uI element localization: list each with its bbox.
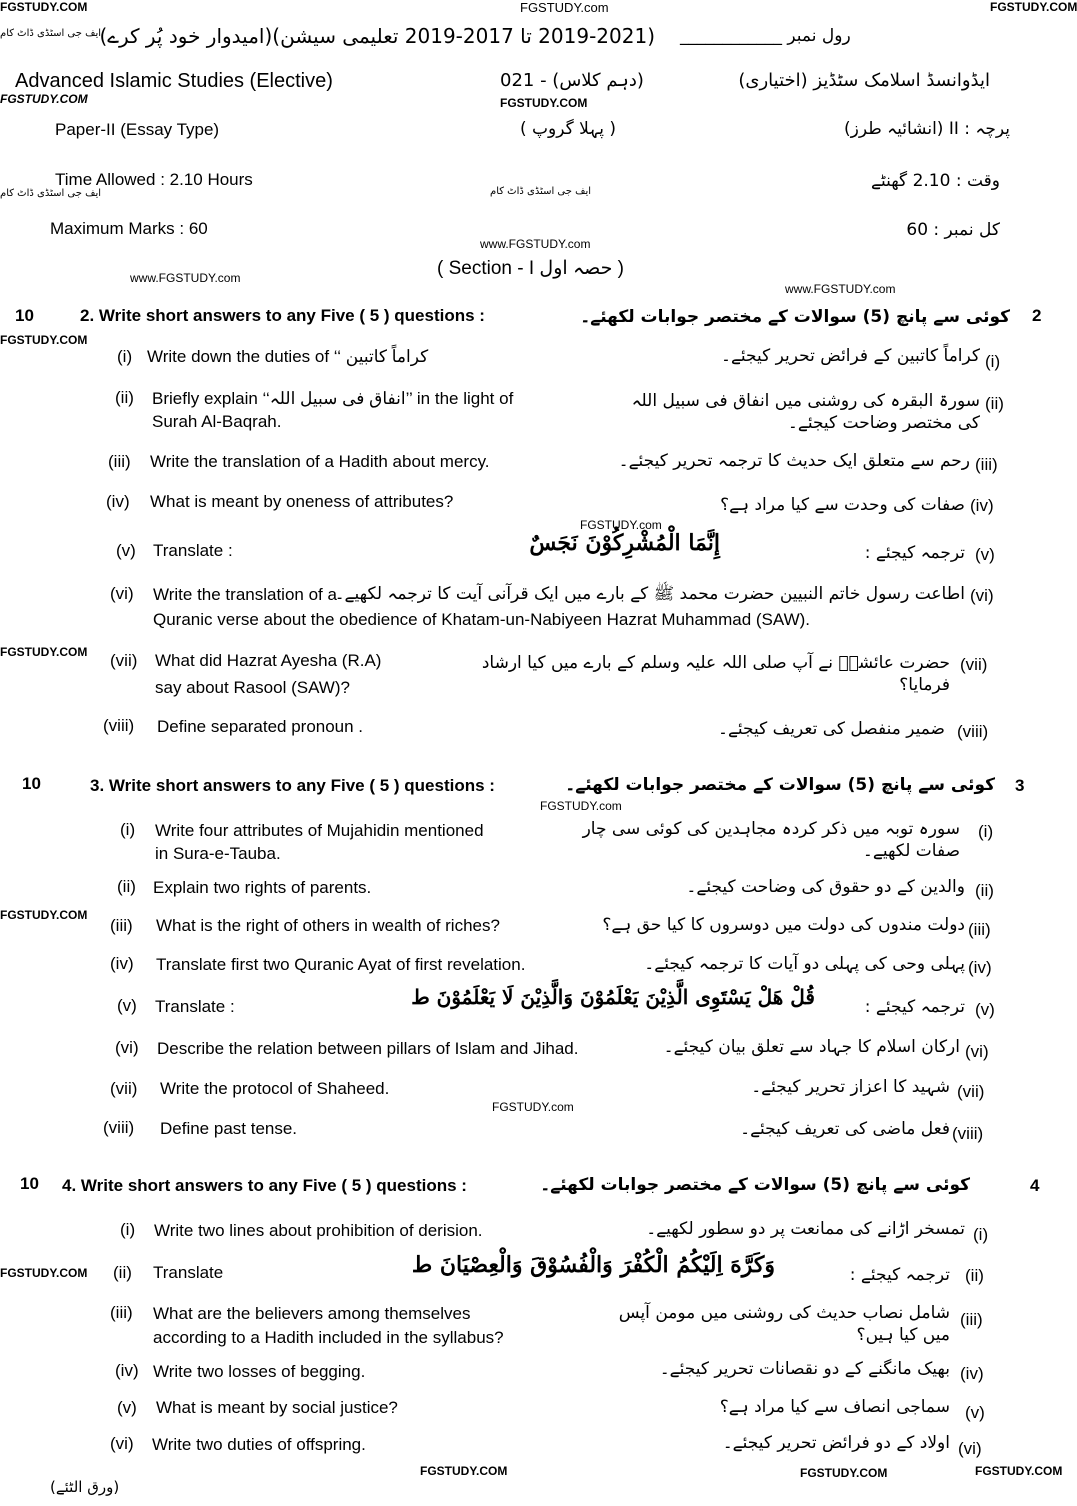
q3-item-number-urdu: (viii) [952,1124,984,1143]
watermark: FGSTUDY.COM [0,908,88,922]
section-title: ( Section - I حصہ اول ) [437,258,624,279]
watermark: FGSTUDY.com [492,1100,574,1114]
q2-item-english: Write the translation of a [153,585,337,604]
q4-title-english: 4. Write short answers to any Five ( 5 ) questions : [62,1176,467,1195]
q4-item-number-urdu: (ii) [965,1266,984,1285]
q3-item-english: Explain two rights of parents. [153,878,372,897]
q2-item-urdu: ضمیر منفصل کی تعریف کیجئے۔ [718,719,945,739]
watermark-urdu: ایف جی اسٹڈی ڈاٹ کام [490,186,592,197]
watermark: www.FGSTUDY.com [130,271,241,285]
q2-item-number: (vii) [110,651,138,670]
q2-item-english: Briefly explain ‘‘انفاق فی سبیل اللہ’’ in the light of [152,389,514,408]
watermark: FGSTUDY.COM [0,0,88,14]
q3-item-number-urdu: (ii) [975,881,994,900]
q3-item-number: (iii) [110,916,133,935]
q2-item-english: What is meant by oneness of attributes? [150,492,454,511]
q3-item-urdu: دولت مندوں کی دولت میں دوسروں کا کیا حق ہے؟ [602,915,965,935]
q2-title-english: 2. Write short answers to any Five ( 5 ) questions : [80,306,485,325]
q2-item-arabic-verse: إِنَّمَا الْمُشْرِكُوْنَ نَجَسٌ [529,530,720,556]
q2-title-urdu: کوئی سے پانچ (5) سوالات کے مختصر جوابات لکھئے۔ [580,307,1010,327]
watermark: FGSTUDY.COM [0,333,88,347]
q4-item-number: (ii) [113,1263,132,1282]
watermark: FGSTUDY.COM [0,92,88,106]
q2-item-number-urdu: (vi) [970,586,994,605]
q3-title-english: 3. Write short answers to any Five ( 5 ) questions : [90,776,495,795]
watermark: FGSTUDY.COM [800,1466,888,1480]
q2-item-english-cont: Quranic verse about the obedience of Khatam-un-Nabiyeen Hazrat Muhammad (SAW). [153,610,811,629]
q2-item-english: Write down the duties of ‘‘ کراماً کاتبین [147,347,429,366]
q3-item-number-urdu: (iii) [968,920,991,939]
q3-item-number-urdu: (vii) [957,1082,985,1101]
q2-item-number: (viii) [103,716,135,735]
group-urdu: ( پہلا گروپ ) [520,119,616,139]
watermark: FGSTUDY.com [520,0,609,15]
subject-urdu: ایڈوانسڈ اسلامک سٹڈیز (اختیاری) [738,70,990,91]
q3-marks: 10 [22,774,41,793]
q2-marks: 10 [15,306,34,325]
q3-item-urdu: ارکان اسلام کا جہاد سے تعلق بیان کیجئے۔ [663,1037,960,1057]
q4-item-urdu: سماجی انصاف سے کیا مراد ہے؟ [719,1397,950,1417]
q4-item-number-urdu: (i) [973,1225,989,1244]
q3-item-urdu: شہید کا اعزاز تحریر کیجئے۔ [751,1077,950,1097]
q3-item-english: Write the protocol of Shaheed. [160,1079,390,1098]
subject-english: Advanced Islamic Studies (Elective) [15,70,333,92]
q3-item-number: (i) [120,820,136,839]
q4-item-number: (vi) [110,1434,134,1453]
watermark: FGSTUDY.com [580,518,662,532]
q3-item-arabic-verse: قُلْ هَلْ يَسْتَوِى الَّذِيْنَ يَعْلَمُوْنَ وَالَّذِيْنَ لَا يَعْلَمُوْنَ ط [411,985,815,1009]
q3-item-english-cont: in Sura-e-Tauba. [155,844,281,863]
q3-item-english: Translate first two Quranic Ayat of first revelation. [156,955,526,974]
q4-item-number: (i) [120,1220,136,1239]
q4-item-urdu: اولاد کے دو فرائض تحریر کیجئے۔ [722,1433,950,1453]
q4-item-number: (iv) [115,1361,139,1380]
q2-item-number: (i) [117,347,133,366]
watermark: FGSTUDY.COM [0,1266,88,1280]
q2-item-number: (v) [116,541,136,560]
session-line: (2019-2021 تا 2017-2019 تعلیمی سیشن)(امیدوار خود پُر کرے) [99,24,655,48]
watermark: FGSTUDY.COM [420,1464,508,1478]
watermark: FGSTUDY.COM [990,0,1077,14]
q2-item-urdu: رحم سے متعلق ایک حدیث کا ترجمہ تحریر کیجئے۔ [618,451,970,471]
q2-item-urdu: اطاعت رسول خاتم النبیین حضرت محمد ﷺ کے بارے میں ایک قرآنی آیت کا ترجمہ لکھیے۔ [334,584,965,604]
watermark: www.FGSTUDY.com [480,237,591,251]
q2-item-number-urdu: (ii) [985,394,1004,413]
q3-item-number-urdu: (iv) [968,958,992,977]
q4-item-english: Translate [153,1263,224,1282]
q3-item-urdu: فعل ماضی کی تعریف کیجئے۔ [740,1119,950,1139]
q4-marks: 10 [20,1174,39,1193]
q2-item-urdu: ترجمہ کیجئے : [864,543,965,563]
q4-item-english: What is meant by social justice? [156,1398,398,1417]
time-allowed-english: Time Allowed : 2.10 Hours [55,170,253,189]
watermark: www.FGSTUDY.com [785,282,896,296]
q2-item-english-cont: say about Rasool (SAW)? [155,678,350,697]
watermark: FGSTUDY.COM [500,96,588,110]
q3-item-urdu: پہلی وحی کی پہلی دو آیات کا ترجمہ کیجئے۔ [644,954,965,974]
q4-item-number: (v) [117,1398,137,1417]
q2-item-english-cont: Surah Al-Baqrah. [152,412,282,431]
q3-item-urdu: والدین کے دو حقوق کی وضاحت کیجئے۔ [686,877,965,897]
q3-item-number: (iv) [110,954,134,973]
q3-item-number: (viii) [103,1118,135,1137]
q2-item-number-urdu: (viii) [957,722,989,741]
max-marks-urdu: کل نمبر : 60 [906,220,1000,240]
q4-item-number-urdu: (iv) [960,1364,984,1383]
q4-item-number-urdu: (vi) [958,1439,982,1458]
roll-number-field[interactable]: رول نمبر ____________ [680,26,851,46]
q4-title-urdu: کوئی سے پانچ (5) سوالات کے مختصر جوابات لکھئے۔ [540,1175,970,1195]
watermark: FGSTUDY.COM [975,1464,1063,1478]
q3-item-number: (vi) [115,1038,139,1057]
q3-item-number-urdu: (vi) [965,1042,989,1061]
q4-item-english-cont: according to a Hadith included in the syllabus? [153,1328,504,1347]
q2-item-english: Define separated pronoun . [157,717,364,736]
paper-urdu: پرچہ : II (انشائیہ طرز) [844,119,1010,139]
q3-item-english: Write four attributes of Mujahidin mentioned [155,821,484,840]
q2-item-number: (iv) [106,492,130,511]
time-allowed-urdu: وقت : 2.10 گھنٹے [871,171,1000,191]
watermark: FGSTUDY.COM [0,645,88,659]
q3-item-english: Describe the relation between pillars of Islam and Jihad. [157,1039,579,1058]
q4-item-arabic-verse: وَكَرَّهَ اِلَيْكُمُ الْكُفْرَ وَالْفُسُوْقَ وَالْعِصْيَانَ ط [411,1252,775,1278]
q2-item-english: Write the translation of a Hadith about mercy. [150,452,490,471]
q3-item-number-urdu: (i) [978,822,994,841]
q2-number: 2 [1032,306,1042,325]
q2-item-urdu: سورۃ البقرہ کی روشنی میں انفاق فی سبیل اللہ کی مختصر وضاحت کیجئے۔ [631,391,980,433]
watermark-urdu: ایف جی اسٹڈی ڈاٹ کام [0,28,102,39]
q4-item-english: Write two losses of begging. [153,1362,366,1381]
q2-item-urdu: صفات کی وحدت سے کیا مراد ہے؟ [720,495,965,515]
q4-number: 4 [1030,1176,1040,1195]
q4-item-english: Write two lines about prohibition of derision. [154,1221,483,1240]
q2-item-number-urdu: (v) [975,545,995,564]
q2-item-urdu: کراماً کاتبین کے فرائض تحریر کیجئے۔ [721,346,980,366]
q3-item-urdu: سورہ توبہ میں ذکر کردہ مجاہدین کی کوئی سی چار صفات لکھیے۔ [582,819,960,861]
q4-item-number-urdu: (v) [965,1403,985,1422]
q3-item-urdu: ترجمہ کیجئے : [864,997,965,1017]
q3-number: 3 [1015,776,1025,795]
q2-item-english: What did Hazrat Ayesha (R.A) [155,651,382,670]
class-code: (دہم کلاس) - 021 [500,70,644,91]
q4-item-number: (iii) [110,1303,133,1322]
q3-item-english: Define past tense. [160,1119,298,1138]
q4-item-urdu: شامل نصاب حدیث کی روشنی میں مومن آپس میں کیا ہیں؟ [618,1303,950,1345]
q2-item-number: (vi) [110,584,134,603]
paper-english: Paper-II (Essay Type) [55,120,220,139]
q3-item-english: Translate : [155,997,235,1016]
q4-item-english: What are the believers among themselves [153,1304,471,1323]
q2-item-number: (iii) [108,452,131,471]
q2-item-number: (ii) [115,388,134,407]
q3-item-number: (v) [117,996,137,1015]
q2-item-urdu: حضرت عائشہؓ نے آپ صلی اللہ علیہ وسلم کے بارے میں کیا ارشاد فرمایا؟ [481,653,950,695]
q3-title-urdu: کوئی سے پانچ (5) سوالات کے مختصر جوابات لکھئے۔ [565,775,995,795]
q3-item-number-urdu: (v) [975,1000,995,1019]
q2-item-english: Translate : [153,541,233,560]
max-marks-english: Maximum Marks : 60 [50,219,208,238]
turn-over-note: (ورق الٹئے) [50,1478,120,1496]
q2-item-number-urdu: (i) [985,352,1001,371]
q4-item-number-urdu: (iii) [960,1310,983,1329]
watermark-urdu: ایف جی اسٹڈی ڈاٹ کام [0,188,102,199]
q2-item-number-urdu: (vii) [960,655,988,674]
q2-item-number-urdu: (iii) [975,455,998,474]
q2-item-number-urdu: (iv) [970,496,994,515]
watermark: FGSTUDY.com [540,799,622,813]
q3-item-english: What is the right of others in wealth of riches? [156,916,500,935]
q3-item-number: (ii) [117,877,136,896]
q4-item-urdu: تمسخر اڑانے کی ممانعت پر دو سطور لکھیے۔ [646,1219,965,1239]
q4-item-urdu: بھیک مانگنے کے دو نقصانات تحریر کیجئے۔ [659,1359,950,1379]
q4-item-urdu: ترجمہ کیجئے : [849,1265,950,1285]
q4-item-english: Write two duties of offspring. [152,1435,366,1454]
q3-item-number: (vii) [110,1079,138,1098]
